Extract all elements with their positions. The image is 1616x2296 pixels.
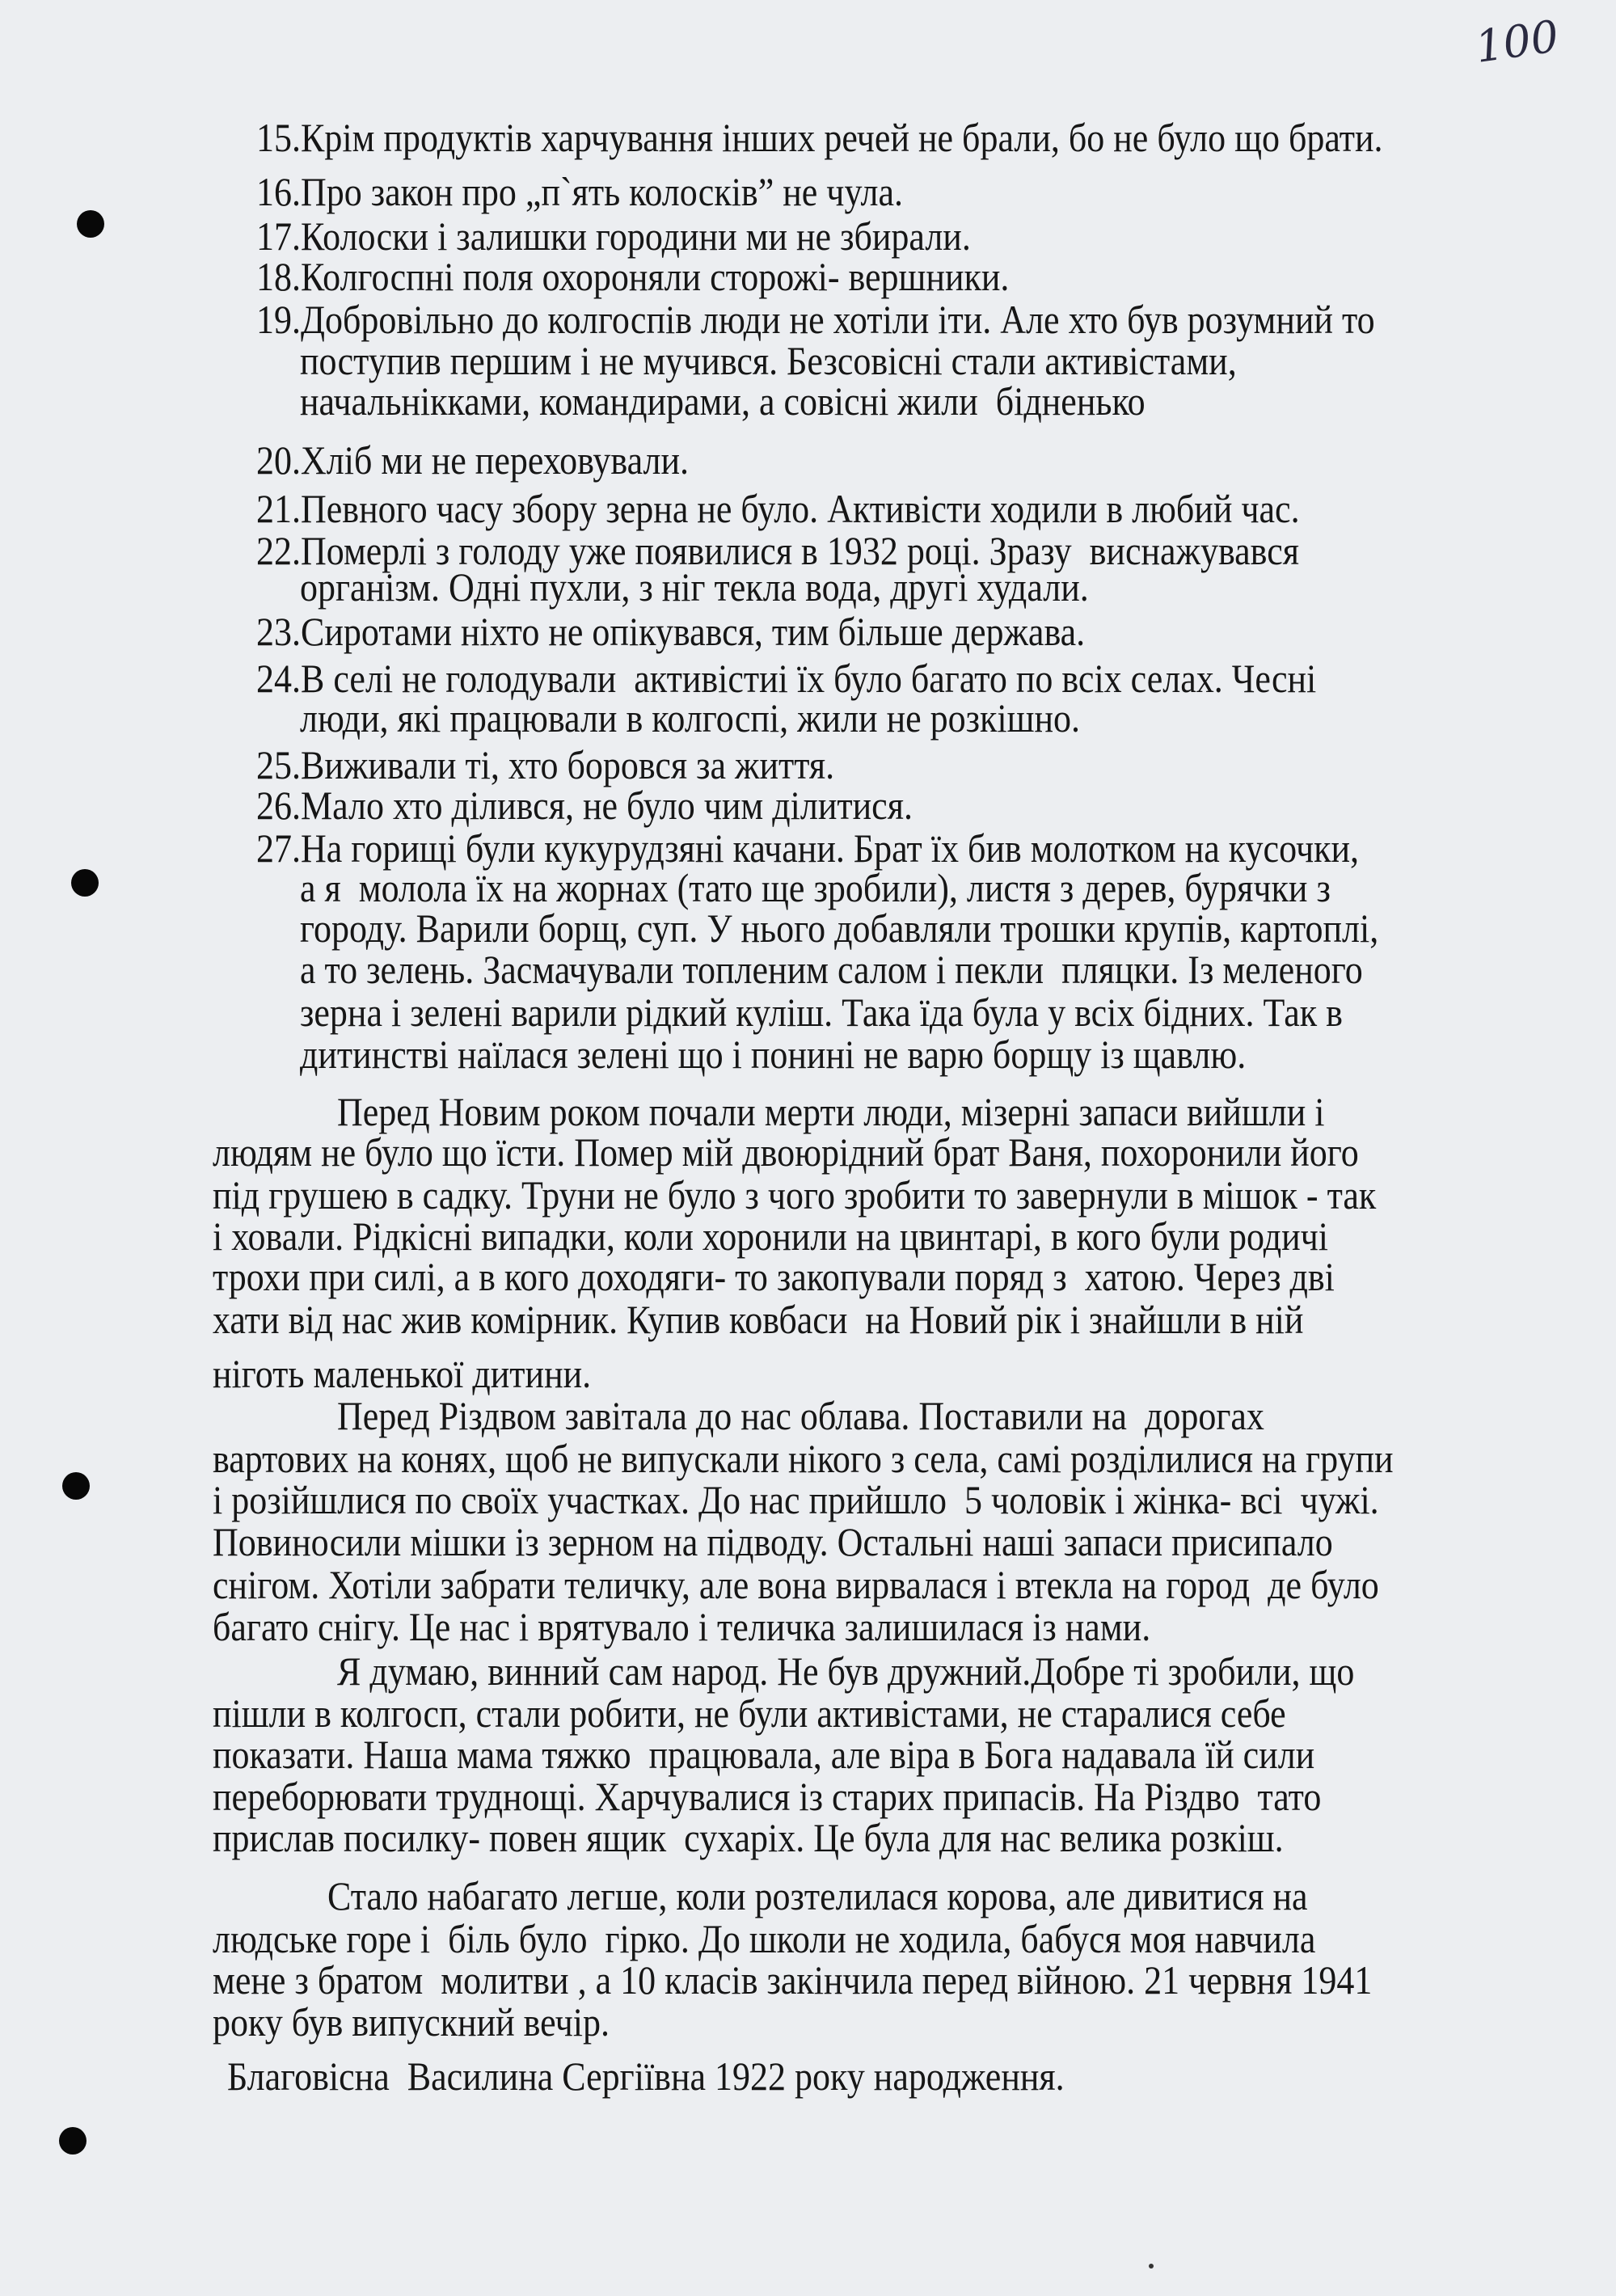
item-text: Колоски і залишки городини ми не збирали. (301, 214, 971, 260)
item-text: Крім продуктів харчування інших речей не брали, бо не було що брати. (301, 116, 1383, 161)
item-continuation: городу. Варили борщ, суп. У нього добавляли трошки крупів, картоплі, (300, 906, 1379, 952)
list-item-20 (256, 436, 689, 487)
paragraph-line: і розійшлися по своїх участках. До нас прийшло 5 чоловік і жінка- всі чужі. (213, 1478, 1379, 1523)
paragraph-line: Повиносили мішки із зерном на підводу. Остальні наші запаси присипало (213, 1520, 1333, 1565)
punch-hole (71, 869, 99, 897)
item-number: 25. (256, 743, 301, 788)
punch-hole (62, 1472, 90, 1500)
punch-hole (59, 2127, 86, 2155)
item-text: Померлі з голоду уже появилися в 1932 році. Зразу виснажувався (301, 529, 1299, 574)
item-continuation: дитинстві наїлася зелені що і понині не варю борщу із щавлю. (300, 1032, 1247, 1078)
paragraph-line: показати. Наша мама тяжко працювала, але віра в Бога надавала їй сили (213, 1733, 1315, 1778)
paragraph-line: мене з братом молитви , а 10 класів закінчила перед війною. 21 червня 1941 (213, 1958, 1373, 2003)
list-item-15 (256, 113, 1383, 164)
item-text: Про закон про „п`ять колосків” не чула. (301, 170, 903, 215)
paragraph-line: прислав посилку- повен ящик сухаріх. Це була для нас велика розкіш. (213, 1816, 1284, 1861)
paragraph-line: під грушею в садку. Труни не було з чого зробити то завернули в мішок - так (213, 1173, 1377, 1218)
paragraph-line: року був випускний вечір. (213, 2000, 610, 2045)
item-text: Мало хто ділився, не було чим ділитися. (301, 783, 913, 829)
item-number: 24. (256, 656, 301, 702)
paragraph-line: снігом. Хотіли забрати теличку, але вона вирвалася і втекла на город де було (213, 1563, 1379, 1608)
item-continuation: зерна і зелені варили рідкий куліш. Така їда була у всіх бідних. Так в (300, 990, 1343, 1036)
paragraph-line: Я думаю, винний сам народ. Не був дружний.Добре ті зробили, що (337, 1649, 1355, 1695)
item-text: Сиротами ніхто не опікувався, тим більше держава. (301, 610, 1086, 655)
item-text: Хліб ми не переховували. (301, 438, 690, 483)
item-number: 19. (256, 298, 301, 343)
paragraph-line: хати від нас жив комірник. Купив ковбаси на Новий рік і знайшли в ній (213, 1298, 1304, 1343)
paragraph-line: ніготь маленької дитини. (213, 1352, 592, 1397)
item-number: 20. (256, 438, 301, 483)
item-number: 17. (256, 214, 301, 260)
paragraph-line: багато снігу. Це нас і врятувало і теличка залишилася із нами. (213, 1605, 1151, 1650)
list-item-16 (256, 167, 903, 218)
item-continuation: поступив першим і не мучився. Безсовісні стали активістами, (300, 339, 1237, 384)
paragraph-line: трохи при силі, а в кого доходяги- то закопували поряд з хатою. Через дві (213, 1255, 1335, 1300)
item-number: 21. (256, 487, 301, 532)
item-continuation: а то зелень. Засмачували топленим салом і пекли пляцки. Із меленого (300, 948, 1363, 993)
item-text: Певного часу збору зерна не було. Активісти ходили в любий час. (301, 487, 1300, 532)
item-text: Виживали ті, хто боровся за життя. (301, 743, 835, 788)
paragraph-line: і ховали. Рідкісні випадки, коли хоронили на цвинтарі, в кого були родичі (213, 1214, 1329, 1260)
paragraph-line: Стало набагато легше, коли розтелилася корова, але дивитися на (327, 1874, 1308, 1919)
item-number: 18. (256, 255, 301, 300)
punch-hole (77, 210, 104, 238)
item-continuation: начальнікками, командирами, а совісні жили бідненько (300, 379, 1146, 424)
item-continuation: організм. Одні пухли, з ніг текла вода, другі худали. (300, 565, 1089, 610)
item-text: Добровільно до колгоспів люди не хотіли іти. Але хто був розумний то (301, 298, 1375, 343)
paragraph-line: Перед Різдвом завітала до нас облава. Поставили на дорогах (337, 1394, 1264, 1439)
item-text: В селі не голодували активістиі їх було багато по всіх селах. Чесні (301, 656, 1317, 702)
speck (1149, 2264, 1154, 2269)
list-item-23 (256, 607, 1085, 658)
paragraph-line: Перед Новим роком почали мерти люди, мізерні запаси вийшли і (337, 1090, 1325, 1135)
item-number: 22. (256, 529, 301, 574)
paragraph-line: людське горе і біль було гірко. До школи не ходила, бабуся моя навчила (213, 1917, 1316, 1962)
item-number: 15. (256, 116, 301, 161)
paragraph-line: переборювати труднощі. Харчувалися із старих припасів. На Різдво тато (213, 1775, 1322, 1820)
signature-line: Благовісна Василина Сергіївна 1922 року народження. (227, 2054, 1065, 2100)
item-text: Колгоспні поля охороняли сторожі- вершники. (301, 255, 1010, 300)
item-number: 16. (256, 170, 301, 215)
paragraph-line: людям не було що їсти. Помер мій двоюрідний брат Ваня, похоронили його (213, 1130, 1359, 1175)
item-text: На горищі були кукурудзяні качани. Брат їх бив молотком на кусочки, (301, 826, 1359, 872)
item-number: 27. (256, 826, 301, 872)
item-continuation: люди, які працювали в колгоспі, жили не розкішно. (300, 696, 1081, 741)
page-number-annotation: 100 (1472, 11, 1562, 73)
item-continuation: а я молола їх на жорнах (тато ще зробили), листя з дерев, бурячки з (300, 866, 1331, 911)
paragraph-line: вартових на конях, щоб не випускали нікого з села, самі розділилися на групи (213, 1437, 1394, 1482)
paragraph-line: пішли в колгосп, стали робити, не були активістами, не старалися себе (213, 1691, 1286, 1737)
item-number: 23. (256, 610, 301, 655)
item-number: 26. (256, 783, 301, 829)
